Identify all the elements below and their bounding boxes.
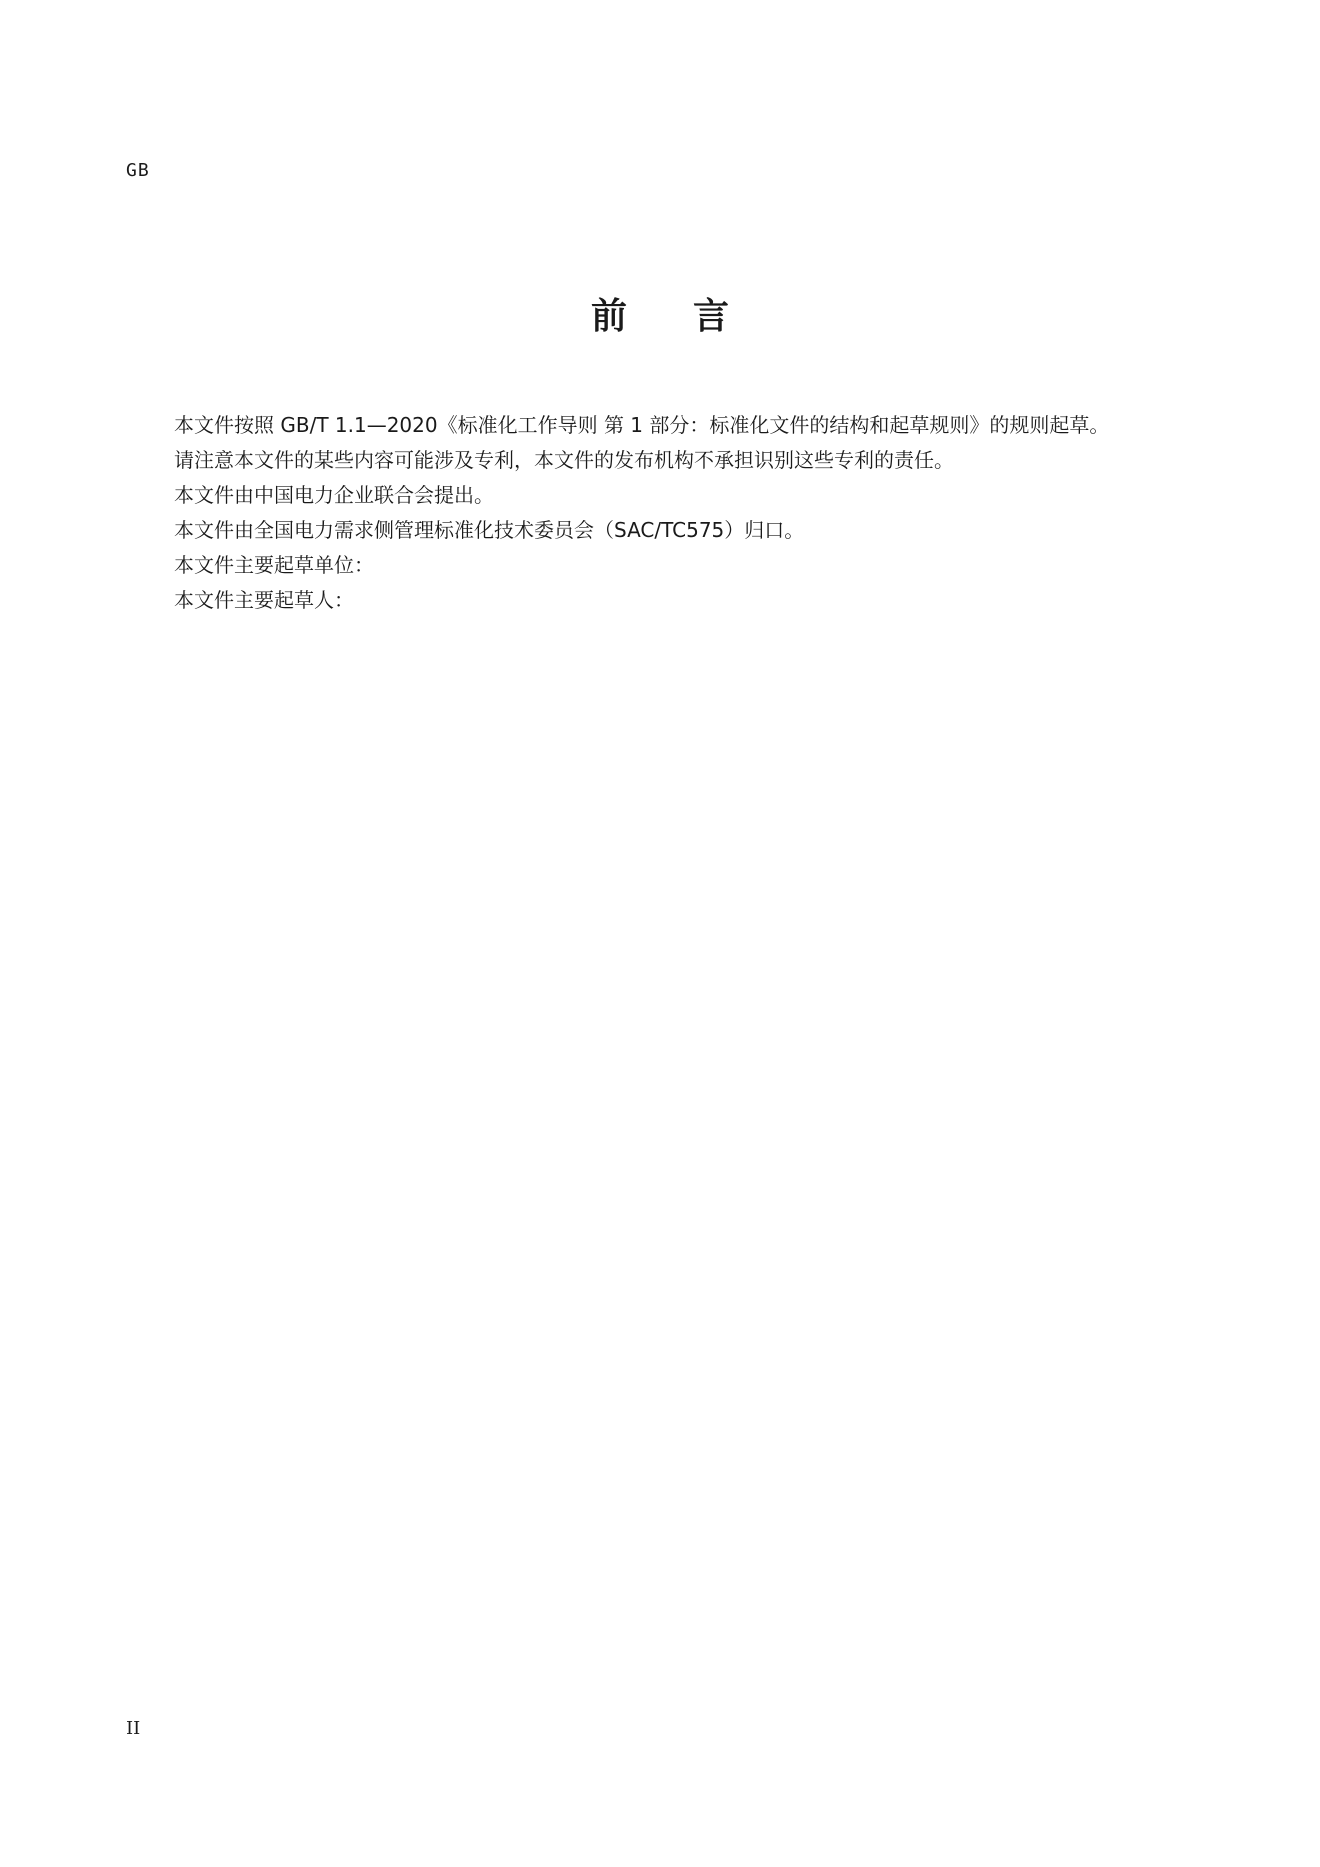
paragraph-patent-notice: 请注意本文件的某些内容可能涉及专利，本文件的发布机构不承担识别这些专利的责任。: [174, 448, 954, 472]
page-title: 前言: [590, 295, 795, 337]
paragraph-drafting-rules: 本文件按照 GB/T 1.1—2020《标准化工作导则 第 1 部分：标准化文件的结构和起草规则》的规则起草。: [174, 413, 1110, 437]
paragraph-proposer: 本文件由中国电力企业联合会提出。: [174, 483, 494, 507]
foreword-body: [128, 408, 1180, 618]
header-standard-code: GB: [126, 160, 150, 181]
paragraph-drafting-units: 本文件主要起草单位：: [174, 553, 374, 577]
page-number: II: [126, 1718, 141, 1739]
paragraph-technical-committee: 本文件由全国电力需求侧管理标准化技术委员会（SAC/TC575）归口。: [174, 518, 805, 542]
paragraph-drafters: 本文件主要起草人：: [174, 588, 354, 612]
